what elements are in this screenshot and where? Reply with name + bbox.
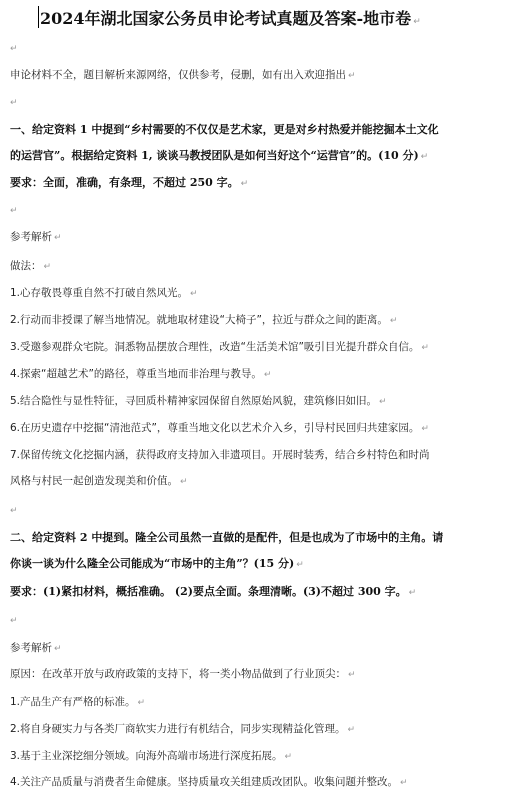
paragraph-mark-icon: ↵ [10,98,18,108]
q1-answer-item: 5.结合隐性与显性特征，寻回质朴精神家园保留自然原始风貌，建筑修旧如旧。 ↵ [10,395,387,407]
q1-answer-item-continued: 风格与村民一起创造发现美和价值。 ↵ [10,475,188,487]
question-2-line-2: 你谈一谈为什么隆全公司能成为“市场中的主角”？(15 分) ↵ [10,557,304,570]
empty-paragraph [10,202,18,219]
question-1-line-2: 的运营官”。根据给定资料 1, 谈谈马教授团队是如何当好这个“运营官”的。(10 分) ↵ [10,149,429,162]
q2-answer-item: 2.将自身硬实力与各类厂商软实力进行有机结合，同步实现精益化管理。 ↵ [10,723,356,735]
q1-answer-item: 6.在历史遗存中挖掘“清池范式”，尊重当地文化以艺术介入乡，引导村民回归共建家园。 ↵ [10,422,429,434]
q1-reference-heading: 参考解析 ↵ [10,231,62,243]
paragraph-mark-icon: ↵ [389,316,398,326]
paragraph-mark-icon: ↵ [137,698,146,708]
question-1-requirement: 要求：全面，准确，有条理，不超过 250 字。 ↵ [10,176,249,189]
q1-answer-item: 2.行动而非授课了解当地情况。就地取材建设“大椅子”，拉近与群众之间的距离。 ↵ [10,314,398,326]
q1-answer-item: 1.心存敬畏尊重自然不打破自然风光。 ↵ [10,287,198,299]
paragraph-mark-icon: ↵ [10,44,18,54]
paragraph-mark-icon: ↵ [43,262,52,272]
document-title: 2024年湖北国家公务员申论考试真题及答案-地市卷 ↵ [40,6,421,29]
question-2-line-1: 二、给定资料 2 中提到。隆全公司虽然一直做的是配件，但是也成为了市场中的主角。请 [10,531,444,544]
question-1-line-1: 一、给定资料 1 中提到“乡村需要的不仅仅是艺术家，更是对乡村热爱并能挖掘本土文化 [10,123,439,136]
paragraph-mark-icon: ↵ [54,233,62,243]
paragraph-mark-icon: ↵ [400,778,408,788]
q1-answer-item: 3.受邀参观群众宅院。洞悉物品摆放合理性，改造“生活美术馆”吸引目光提升群众自信。 ↵ [10,341,429,353]
paragraph-mark-icon: ↵ [347,725,356,735]
paragraph-mark-icon: ↵ [348,71,356,81]
paragraph-mark-icon: ↵ [348,670,356,680]
paragraph-mark-icon: ↵ [408,588,417,598]
q2-answer-item: 4.关注产品质量与消费者生命健康。坚持质量攻关组建质改团队。收集问题并整改。 ↵ [10,776,408,788]
paragraph-mark-icon: ↵ [421,424,429,434]
paragraph-mark-icon: ↵ [284,752,293,762]
paragraph-mark-icon: ↵ [296,560,304,570]
paragraph-mark-icon: ↵ [10,616,18,626]
empty-paragraph [10,502,18,519]
paragraph-mark-icon: ↵ [180,477,188,487]
paragraph-mark-icon: ↵ [10,206,18,216]
q2-answer-item: 1.产品生产有严格的标准。 ↵ [10,696,146,708]
question-2-requirement: 要求：(1)紧扣材料，概括准确。 (2)要点全面。条理清晰。(3)不超过 300 字。 ↵ [10,585,417,598]
q1-answer-item: 4.探索“超越艺术”的路径，尊重当地而非治理与教导。 ↵ [10,368,272,380]
paragraph-mark-icon: ↵ [420,152,429,162]
intro-text: 申论材料不全，题目解析来源网络，仅供参考，侵删，如有出入欢迎指出 ↵ [10,69,356,81]
paragraph-mark-icon: ↵ [263,370,272,380]
empty-paragraph [10,94,18,111]
q2-reference-heading: 参考解析 ↵ [10,642,62,654]
q1-answer-item: 7.保留传统文化挖掘内涵，获得政府支持加入非遗项目。开展时装秀，结合乡村特色和时尚 [10,449,430,461]
paragraph-mark-icon: ↵ [413,17,421,27]
paragraph-mark-icon: ↵ [190,289,198,299]
paragraph-mark-icon: ↵ [240,179,249,189]
q1-method-heading: 做法： ↵ [10,260,52,272]
empty-paragraph [10,612,18,629]
paragraph-mark-icon: ↵ [54,644,62,654]
q2-answer-item: 3.基于主业深挖细分领域。向海外高端市场进行深度拓展。 ↵ [10,750,293,762]
empty-paragraph [10,40,18,57]
paragraph-mark-icon: ↵ [379,397,387,407]
q2-reason-heading: 原因：在改革开放与政府政策的支持下，将一类小物品做到了行业顶尖： ↵ [10,668,356,680]
paragraph-mark-icon: ↵ [10,506,18,516]
paragraph-mark-icon: ↵ [421,343,429,353]
